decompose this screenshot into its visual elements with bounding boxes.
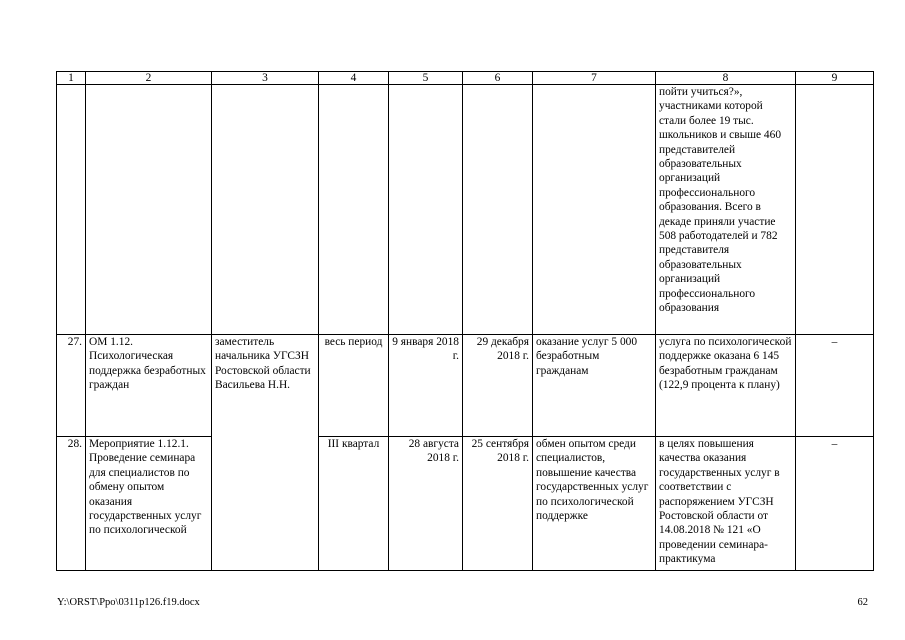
cell-empty xyxy=(796,85,874,335)
cell-empty xyxy=(533,85,656,335)
col-number-4: 4 xyxy=(319,72,389,85)
col-number-6: 6 xyxy=(463,72,533,85)
cell-actual-result: пойти учиться?», участниками которой стали более 19 тыс. школьников и свыше 460 представителей образовательных организаций профессионального образования. Всего в декаде приняли участие 508 работодателей и 782 представителя образовательных организаций профессионального образования xyxy=(656,85,796,335)
col-number-9: 9 xyxy=(796,72,874,85)
cell-expected-result: оказание услуг 5 000 безработным гражданам xyxy=(533,335,656,437)
table-row-continuation xyxy=(57,85,874,335)
cell-problems: – xyxy=(796,437,874,571)
cell-empty xyxy=(57,85,86,335)
footer-page-number: 62 xyxy=(857,597,868,608)
cell-actual-result: услуга по психологической поддержке оказана 6 145 безработным гражданам (122,9 процента к плану) xyxy=(656,335,796,437)
cell-start-date: 9 января 2018 г. xyxy=(389,335,463,437)
cell-empty xyxy=(212,85,319,335)
table-row-27 xyxy=(57,335,874,437)
row-number: 27. xyxy=(57,335,86,437)
cell-end-date: 25 сентября 2018 г. xyxy=(463,437,533,571)
cell-responsible: заместитель начальника УГСЗН Ростовской области Васильева Н.Н. xyxy=(212,335,319,571)
col-number-2: 2 xyxy=(86,72,212,85)
cell-empty xyxy=(463,85,533,335)
col-number-3: 3 xyxy=(212,72,319,85)
report-table xyxy=(56,71,874,571)
column-number-row xyxy=(57,72,874,85)
col-number-1: 1 xyxy=(57,72,86,85)
cell-expected-result: обмен опытом среди специалистов, повышение качества государственных услуг по психологической поддержке xyxy=(533,437,656,571)
footer-file-path: Y:\ORST\Ppo\0311p126.f19.docx xyxy=(57,597,200,608)
cell-empty xyxy=(389,85,463,335)
cell-empty xyxy=(319,85,389,335)
cell-period: весь период xyxy=(319,335,389,437)
cell-period: III квартал xyxy=(319,437,389,571)
cell-start-date: 28 августа 2018 г. xyxy=(389,437,463,571)
cell-measure-name: Мероприятие 1.12.1. Проведение семинара для специалистов по обмену опытом оказания государственных услуг по психологической xyxy=(86,437,212,571)
cell-end-date: 29 декабря 2018 г. xyxy=(463,335,533,437)
table-row-28 xyxy=(57,437,874,571)
cell-measure-name: ОМ 1.12. Психологическая поддержка безработных граждан xyxy=(86,335,212,437)
cell-actual-result: в целях повышения качества оказания государственных услуг в соответствии с распоряжением УГСЗН Ростовской области от 14.08.2018 № 121 «О проведении семинара-практикума xyxy=(656,437,796,571)
cell-problems: – xyxy=(796,335,874,437)
col-number-5: 5 xyxy=(389,72,463,85)
col-number-8: 8 xyxy=(656,72,796,85)
cell-empty xyxy=(86,85,212,335)
col-number-7: 7 xyxy=(533,72,656,85)
row-number: 28. xyxy=(57,437,86,571)
